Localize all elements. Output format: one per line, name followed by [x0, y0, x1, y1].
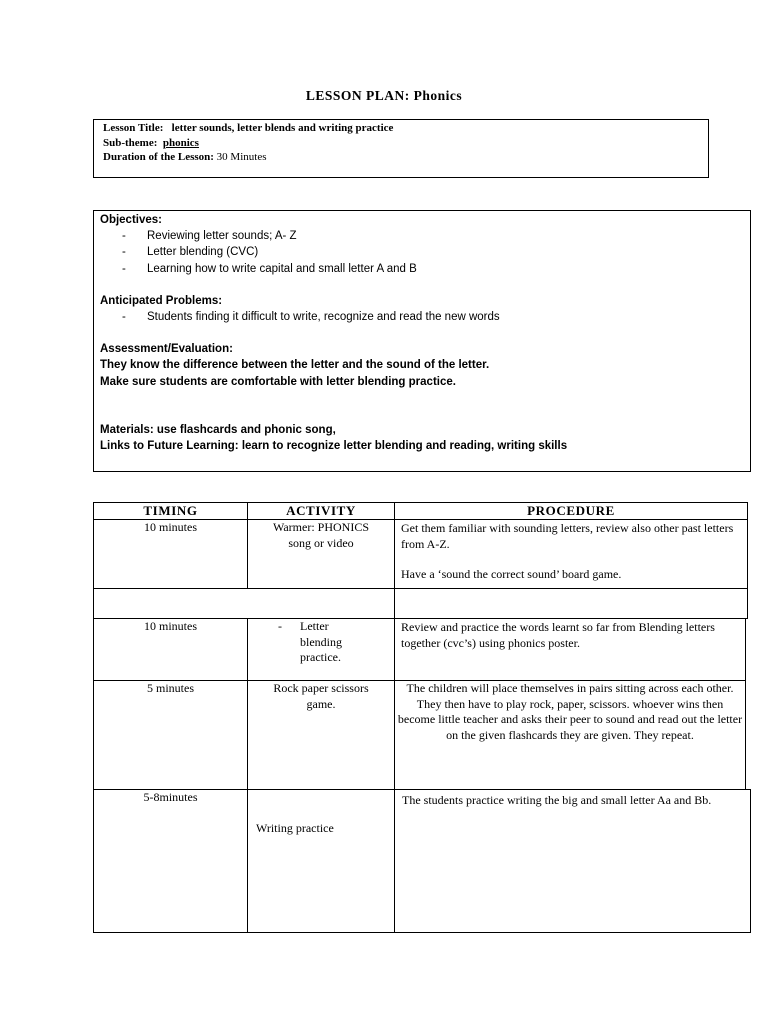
header-activity: ACTIVITY: [247, 502, 395, 520]
assessment-heading: Assessment/Evaluation:: [100, 343, 233, 356]
objectives-heading: Objectives:: [100, 214, 162, 226]
materials-line: Materials: use flashcards and phonic song,: [100, 423, 336, 436]
row1-activity: Warmer: PHONICS song or video: [247, 519, 395, 589]
row3-activity: Rock paper scissors game.: [247, 680, 395, 790]
row4-activity: Writing practice: [247, 789, 395, 933]
empty-row-cell: [394, 588, 748, 619]
page-title: LESSON PLAN: Phonics: [305, 88, 463, 103]
duration-label: Duration of the Lesson:: [103, 151, 214, 163]
assessment-line: Make sure students are comfortable with letter blending practice.: [100, 375, 456, 388]
subtheme-value: phonics: [162, 136, 199, 149]
lesson-details-box: [93, 210, 751, 472]
row3-timing: 5 minutes: [93, 680, 248, 790]
lesson-title-value: letter sounds, letter blends and writing practice: [171, 122, 394, 134]
row2-timing: 10 minutes: [93, 618, 248, 681]
problems-heading: Anticipated Problems:: [100, 294, 223, 307]
header-timing: TIMING: [93, 502, 248, 520]
objective-item: - Learning how to write capital and small letter A and B: [122, 262, 417, 275]
row1-procedure: Get them familiar with sounding letters, review also other past letters from A-Z. Have a ‘sound the correct sound’ board game.: [394, 519, 748, 589]
row1-timing: 10 minutes: [93, 519, 248, 589]
objective-item: - Reviewing letter sounds; A- Z: [122, 230, 297, 243]
lesson-title-label: Lesson Title:: [103, 122, 164, 134]
subtheme-line: [103, 136, 708, 151]
row3-procedure: The children will place themselves in pairs sitting across each other. They then have to play rock, paper, scissors. whoever wins then become little teacher and asks their peer to sound and read out the letter on the given flashcards they are given. They repeat.: [394, 680, 746, 790]
links-line: Links to Future Learning: learn to recognize letter blending and reading, writing skills: [100, 440, 568, 453]
lesson-info-box: [93, 119, 709, 178]
row4-timing: 5-8minutes: [93, 789, 248, 933]
problem-item: - Students finding it difficult to write, recognize and read the new words: [122, 311, 500, 324]
subtheme-label: Sub-theme:: [103, 136, 158, 149]
objective-item: - Letter blending (CVC): [122, 246, 259, 259]
lesson-title-line: [103, 121, 708, 136]
row2-activity: - Letter blending practice.: [247, 618, 395, 681]
empty-row-cell: [93, 588, 395, 619]
duration-value: 30 Minutes: [216, 151, 267, 163]
header-procedure: PROCEDURE: [394, 502, 748, 520]
row2-procedure: Review and practice the words learnt so far from Blending letters together (cvc’s) using phonics poster.: [394, 618, 746, 681]
assessment-line: They know the difference between the letter and the sound of the letter.: [100, 359, 490, 372]
row4-procedure: The students practice writing the big and small letter Aa and Bb.: [394, 789, 751, 933]
duration-line: [103, 150, 708, 165]
